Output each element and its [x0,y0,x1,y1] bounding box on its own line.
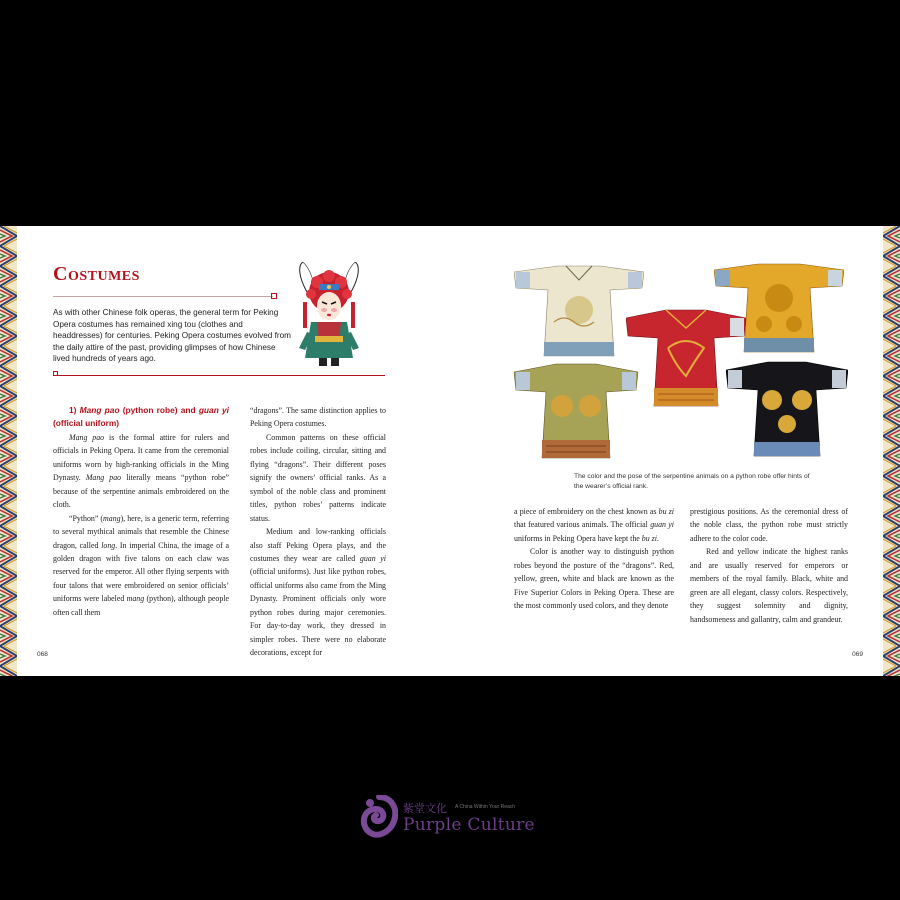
italic-term: mang [126,594,145,604]
body-paragraph: Red and yellow indicate the highest ranks and are usually reserved for emperors or members of the royal family. Black, white and green are all elegant, classy colors. Respectively, they suggest solemnity and dignity, handsomeness and gallantry, calm and grandeur. [690,547,848,624]
text-run: ), here, is a generic term, referring to several mythical animals that resemble the Chinese dragon, called [53,513,230,550]
body-paragraph: “dragons”. The same distinction applies to Peking Opera costumes. [250,406,386,429]
text-run: (python), although people often call them [53,594,229,617]
page-number: 069 [852,651,863,658]
italic-term: Mang pao [85,473,122,483]
brand-chinese-name: 紫堂文化 [403,802,447,815]
text-run: that featured various animals. The official [514,520,651,530]
body-paragraph: Color is another way to distinguish python robes beyond the posture of the “dragons”. Red, yellow, green, white and black are known as the Five Superior Colors in Peking Opera. These are the most commonly used colors, and they denote [514,547,674,611]
left-border-pattern [0,226,17,676]
text-run: a piece of embroidery on the chest known as [514,507,659,516]
text-run: is the formal attire for rulers and officials in Peking Opera. It came from the ceremonial uniforms worn by high-ranking officials in the Ming Dynasty. [53,432,230,483]
left-page [17,226,450,676]
title-rule [53,296,273,297]
body-paragraph [514,505,674,545]
intro-rule [53,375,385,376]
text-column-4 [690,505,848,626]
title-text: Costumes [53,263,140,285]
purple-culture-logo [360,795,550,841]
italic-term: Mang pao [69,432,105,442]
heading-text: (official uniform) [53,418,120,429]
body-paragraph: Common patterns on these official robes include coiling, circular, sitting and flying “dragons”. Their different poses signify the owners’ official ranks. As a symbol of the noble class and prominent titles, python robes’ patterns indicate status. [250,432,386,523]
body-paragraph [53,431,229,512]
heading-term: Mang pao [79,405,120,415]
italic-term: guan yi [359,553,386,563]
photo-caption: The color and the pose of the serpentine animals on a python robe offer hints of the wearer’s official rank. [574,473,810,490]
purple-swirl-icon [360,795,398,839]
italic-term: mang [103,513,121,523]
green-python-robe-image [514,362,638,460]
text-run: “Python” ( [69,513,104,523]
heading-number: 1) [69,405,80,415]
body-paragraph [53,512,229,620]
text-run: (official uniforms). Just like python robes, official uniforms also came from the Ming Dynasty. Prominent officials only wore python robes during major ceremonies. For day-to-day work, they dressed in simpler robes. There were no elaborate decorations, except for [250,567,386,658]
book-spread [0,226,900,676]
text-column-2 [250,404,386,660]
cream-python-robe-image [514,262,644,360]
italic-term: long [101,540,116,550]
rule-ornament [271,293,277,299]
italic-term: bu zi [641,533,657,543]
brand-tagline: A China Within Your Reach [455,804,516,810]
text-run: Medium and low-ranking officials also staff Peking Opera plays, and the costumes they wear are called [250,527,386,563]
text-run: literally means “python robe” because of the serpentine animals embroidered on the cloth. [53,473,230,510]
rule-ornament [53,371,58,376]
intro-paragraph: As with other Chinese folk operas, the general term for Peking Opera costumes has remained xing tou (clothes and headdresses) for centuries. Peking Opera costumes evolved from the daily attire of the past, providing glimpses of how Chinese lived hundreds of years ago. [53,308,292,364]
body-paragraph: prestigious positions. As the ceremonial dress of the noble class, the python robe must strictly adhere to the color code. [690,507,848,543]
heading-text: (python robe) and [119,405,199,415]
brand-name: Purple Culture [403,815,535,835]
black-python-robe-image [726,360,848,458]
page-number: 068 [37,651,48,658]
page-title [53,263,140,286]
text-column-1 [53,404,229,619]
right-page [450,226,883,676]
italic-term: bu zi [658,507,674,516]
body-paragraph [250,525,386,660]
section-heading [53,404,229,431]
text-run: . In imperial China, the image of a golden dragon with five talons on each claw was reserved for the emperor. All other flying serpents with four talons that were embroidered on senior officials’ uniforms were labeled [53,540,229,604]
text-run: . [656,533,659,543]
heading-term: guan yi [198,405,229,415]
italic-term: guan yi [650,520,674,530]
right-border-pattern [883,226,900,676]
text-column-3 [514,505,674,613]
text-run: uniforms in Peking Opera have kept the [514,533,642,543]
opera-figure-illustration [289,262,369,370]
